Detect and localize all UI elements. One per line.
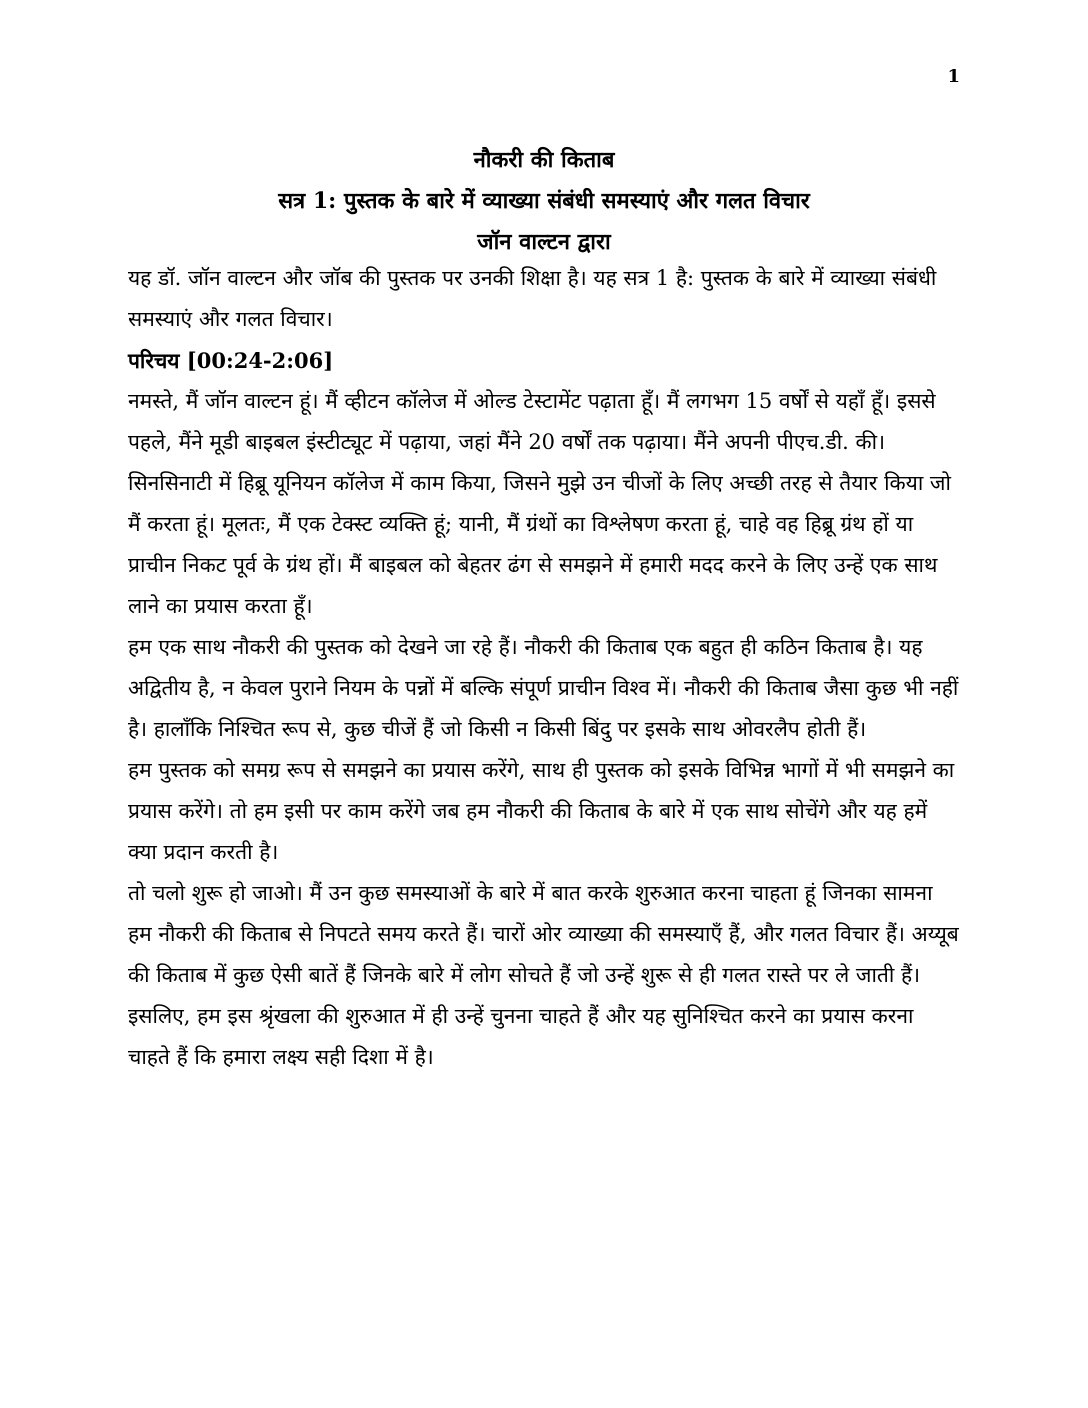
section-heading-label: परिचय [128, 348, 180, 373]
document-header [128, 140, 960, 263]
author-line: जॉन वाल्टन द्वारा [477, 229, 611, 255]
section-timestamp: [00:24-2:06] [186, 348, 334, 373]
page-number: 1 [947, 66, 960, 87]
document-title: नौकरी की किताब [473, 147, 615, 173]
intro-paragraph: यह डॉ. जॉन वाल्टन और जॉब की पुस्तक पर उनकी शिक्षा है। यह सत्र 1 है: पुस्तक के बारे में व्याख्या संबंधी समस्याएं और गलत विचार। [128, 266, 937, 331]
session-title: सत्र 1: पुस्तक के बारे में व्याख्या संबंधी समस्याएं और गलत विचार [278, 188, 810, 214]
body-paragraph: नमस्ते, मैं जॉन वाल्टन हूं। मैं व्हीटन कॉलेज में ओल्ड टेस्टामेंट पढ़ाता हूँ। मैं लगभग 15 वर्षों से यहाँ हूँ। इससे पहले, मैंने मूडी बाइबल इंस्टीट्यूट में पढ़ाया, जहां मैंने 20 वर्षों तक पढ़ाया। मैंने अपनी पीएच.डी. की। सिनसिनाटी में हिब्रू यूनियन कॉलेज में काम किया, जिसने मुझे उन चीजों के लिए अच्छी तरह से तैयार किया जो मैं करता हूं। मूलतः, मैं एक टेक्स्ट व्यक्ति हूं; यानी, मैं ग्रंथों का विश्लेषण करता हूं, चाहे वह हिब्रू ग्रंथ हों या प्राचीन निकट पूर्व के ग्रंथ हों। मैं बाइबल को बेहतर ढंग से समझने में हमारी मदद करने के लिए उन्हें एक साथ लाने का प्रयास करता हूँ। [128, 389, 951, 618]
section-heading [128, 340, 960, 381]
body-paragraph: हम एक साथ नौकरी की पुस्तक को देखने जा रहे हैं। नौकरी की किताब एक बहुत ही कठिन किताब है। यह अद्वितीय है, न केवल पुराने नियम के पन्नों में बल्कि संपूर्ण प्राचीन विश्व में। नौकरी की किताब जैसा कुछ भी नहीं है। हालाँकि निश्चित रूप से, कुछ चीजें हैं जो किसी न किसी बिंदु पर इसके साथ ओवरलैप होती हैं। [128, 635, 959, 741]
body-paragraph: हम पुस्तक को समग्र रूप से समझने का प्रयास करेंगे, साथ ही पुस्तक को इसके विभिन्न भागों में भी समझने का प्रयास करेंगे। तो हम इसी पर काम करेंगे जब हम नौकरी की किताब के बारे में एक साथ सोचेंगे और यह हमें क्या प्रदान करती है। [128, 758, 955, 864]
body-paragraph: तो चलो शुरू हो जाओ। मैं उन कुछ समस्याओं के बारे में बात करके शुरुआत करना चाहता हूं जिनका सामना हम नौकरी की किताब से निपटते समय करते हैं। चारों ओर व्याख्या की समस्याएँ हैं, और गलत विचार हैं। अय्यूब की किताब में कुछ ऐसी बातें हैं जिनके बारे में लोग सोचते हैं जो उन्हें शुरू से ही गलत रास्ते पर ले जाती हैं। इसलिए, हम इस श्रृंखला की शुरुआत में ही उन्हें चुनना चाहते हैं और यह सुनिश्चित करने का प्रयास करना चाहते हैं कि हमारा लक्ष्य सही दिशा में है। [128, 881, 959, 1069]
document-body [128, 258, 960, 1078]
